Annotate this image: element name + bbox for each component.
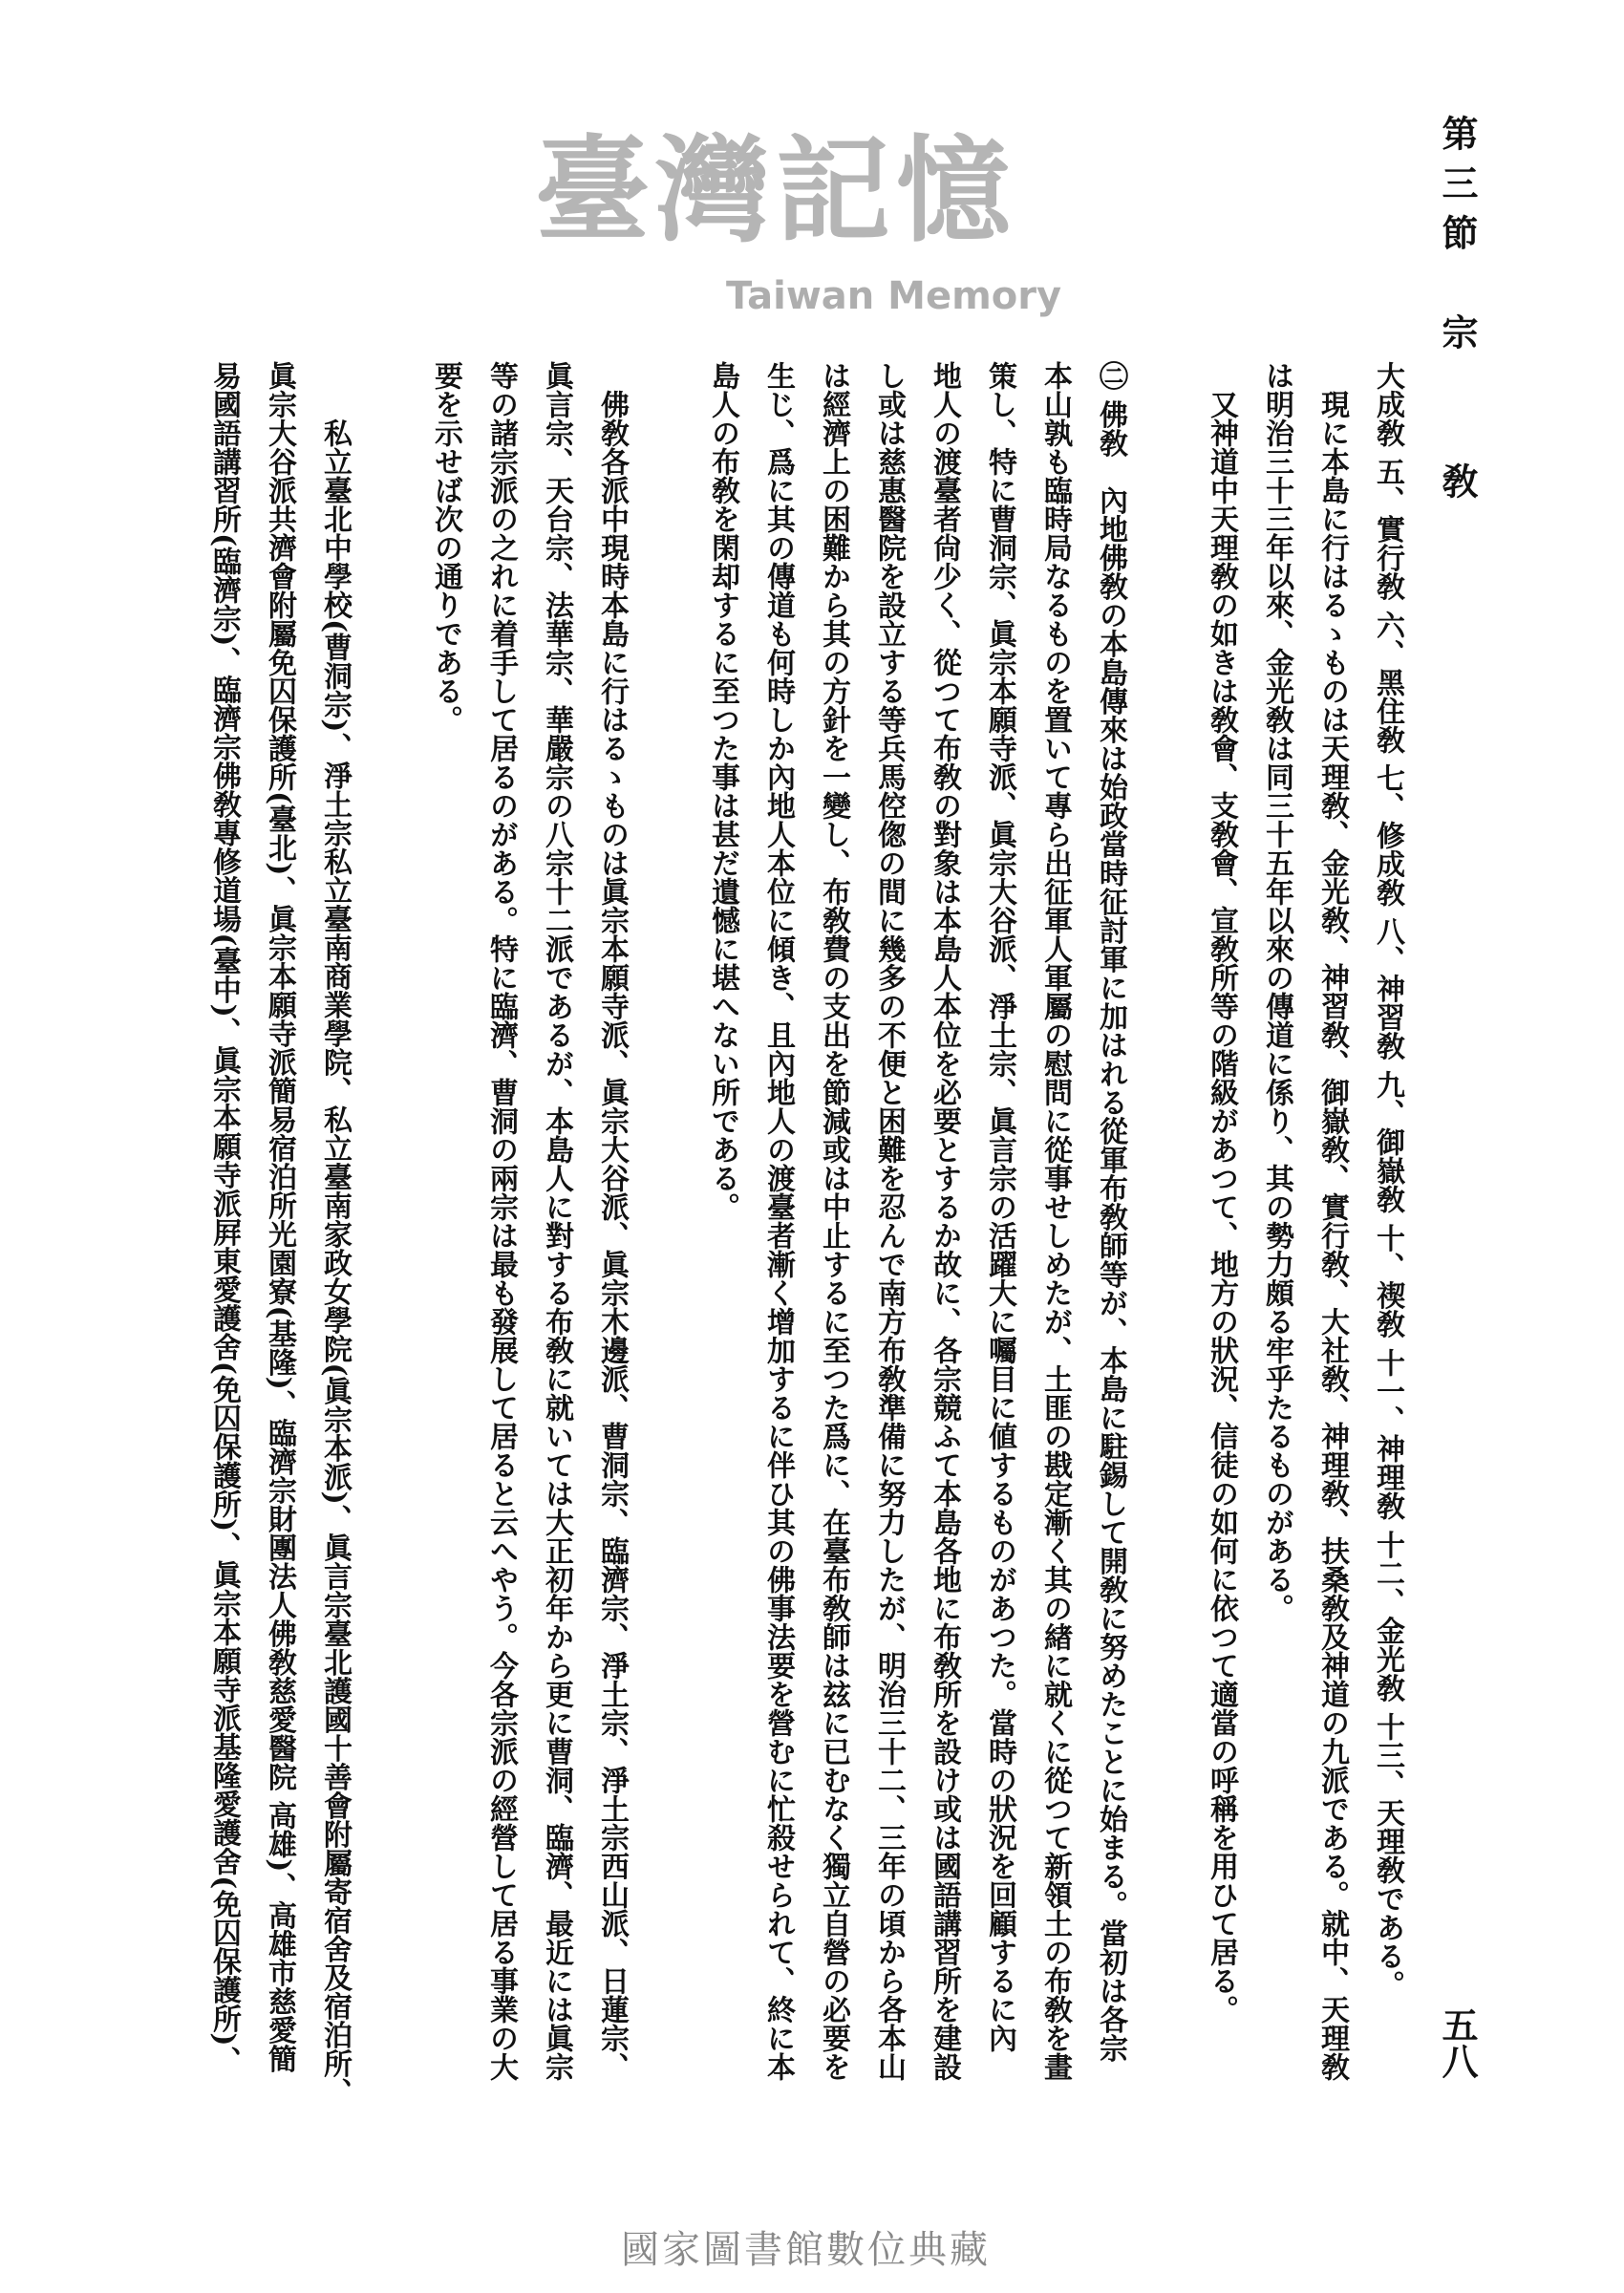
- column-lead-heading: ㊁ 佛敎: [1094, 361, 1127, 458]
- text-column: [1249, 361, 1304, 2176]
- text-column: [972, 361, 1027, 2176]
- text-column: [584, 361, 639, 2176]
- text-column: [528, 361, 584, 2176]
- text-column: [307, 361, 362, 2176]
- column-text: 策し、特に曹洞宗、眞宗本願寺派、眞宗大谷派、淨土宗、眞言宗の活躍大に囑目に値するものがあつた。當時の狀況を回顧するに內: [983, 361, 1016, 2052]
- section-title: 第三節 宗 敎: [1436, 115, 1479, 512]
- column-text: 五、實行敎 六、黑住敎 七、修成敎 八、神習敎 九、御嶽敎 十、禊敎 十一、神理敎 十二、金光敎 十三、天理敎である。: [1371, 447, 1404, 1999]
- footer-credit: 國家圖書館數位典藏: [621, 2228, 991, 2272]
- column-text: 又神道中天理敎の如きは敎會、支敎會、宣敎所等の階級があつて、地方の狀況、信徒の如何に依つて適當の呼稱を用ひて居る。: [1205, 361, 1238, 2024]
- column-text: 要を示せば次の通りである。: [429, 361, 462, 734]
- column-text: し或は慈惠醫院を設立する等兵馬倥偬の間に幾多の不便と困難を忍んで南方布敎準備に努力したが、明治三十二、三年の頃から各本山: [872, 361, 906, 2081]
- text-column: [750, 361, 805, 2176]
- column-text: 生じ、爲に其の傳道も何時しか內地人本位に傾き、且內地人の渡臺者漸く增加するに伴ひ其の佛事法要を營むに忙殺せられて、終に本: [761, 361, 795, 2081]
- column-text: 內地佛敎の本島傳來は始政當時征討軍に加はれる從軍布敎師等が、本島に駐錫して開敎に努めたことに始まる。當初は各宗: [1094, 457, 1127, 2063]
- text-column: [251, 361, 307, 2176]
- text-column: [916, 361, 972, 2176]
- column-text: 現に本島に行はるゝものは天理敎、金光敎、神習敎、御嶽敎、實行敎、大社敎、神理敎、扶桑敎及神道の九派である。就中、天理敎: [1315, 361, 1349, 2081]
- text-column: [639, 361, 694, 2176]
- text-column: [861, 361, 916, 2176]
- column-text: 佛敎各派中現時本島に行はるゝものは眞宗本願寺派、眞宗大谷派、眞宗木邊派、曹洞宗、臨濟宗、淨土宗、淨土宗西山派、日蓮宗、: [595, 361, 629, 2081]
- column-text: 島人の布敎を閑却するに至つた事は甚だ遺憾に堪へない所である。: [706, 361, 739, 1221]
- column-text: 等の諸宗派の之れに着手して居るのがある。特に臨濟、曹洞の兩宗は最も發展して居ると云へやう。今各宗派の經營して居る事業の大: [484, 361, 518, 2081]
- text-column: [694, 361, 750, 2176]
- text-column: [362, 361, 417, 2176]
- column-lead-heading: 大成敎: [1371, 361, 1404, 447]
- column-text: 易國語講習所(臨濟宗)、臨濟宗佛敎專修道場(臺中)、眞宗本願寺派屛東愛護舍(免囚保護所)、眞宗本願寺派基隆愛護舍(免囚保護所)、: [207, 361, 241, 2075]
- text-column: [1304, 361, 1359, 2176]
- column-text: 私立臺北中學校(曹洞宗)、淨土宗私立臺南商業學院、私立臺南家政女學院(眞宗本派)、眞言宗臺北護國十善會附屬寄宿舍及宿泊所、: [318, 361, 352, 2107]
- column-text: 地人の渡臺者尙少く、從つて布敎の對象は本島人本位を必要とするか故に、各宗競ふて本島各地に布敎所を設け或は國語講習所を建設: [928, 361, 961, 2081]
- column-text: 本山孰も臨時局なるものを置いて專ら出征軍人軍屬の慰問に從事せしめたが、土匪の戡定漸く其の緖に就くに從つて新領土の布敎を畫: [1038, 361, 1072, 2081]
- column-text: は經濟上の困難から其の方針を一變し、布敎費の支出を節減或は中止するに至つた爲に、在臺布敎師は玆に已むなく獨立自營の必要を: [817, 361, 850, 2081]
- text-column: [473, 361, 528, 2176]
- text-column: [805, 361, 861, 2176]
- column-text: 眞言宗、天台宗、法華宗、華嚴宗の八宗十二派であるが、本島人に對する布敎に就いては大正初年から更に曹洞、臨濟、最近には眞宗: [540, 361, 573, 2081]
- text-column: [1138, 361, 1193, 2176]
- watermark-text: Taiwan Memory: [726, 274, 1062, 318]
- text-column: [1082, 361, 1138, 2176]
- watermark-logo: 臺灣記憶: [535, 123, 1016, 258]
- page-number: 五八: [1436, 2006, 1479, 2079]
- column-text: 眞宗大谷派共濟會附屬免囚保護所(臺北)、眞宗本願寺派簡易宿泊所光園寮(基隆)、臨濟宗財團法人佛敎慈愛醫院 高雄)、高雄市慈愛簡: [263, 361, 296, 2073]
- column-text: は明治三十三年以來、金光敎は同三十五年以來の傳道に係り、其の勢力頗る牢乎たるものがある。: [1260, 361, 1293, 1622]
- text-column: [1027, 361, 1082, 2176]
- text-column: [1193, 361, 1249, 2176]
- text-column: [196, 361, 251, 2176]
- text-column: [417, 361, 473, 2176]
- text-column: [1359, 361, 1415, 2176]
